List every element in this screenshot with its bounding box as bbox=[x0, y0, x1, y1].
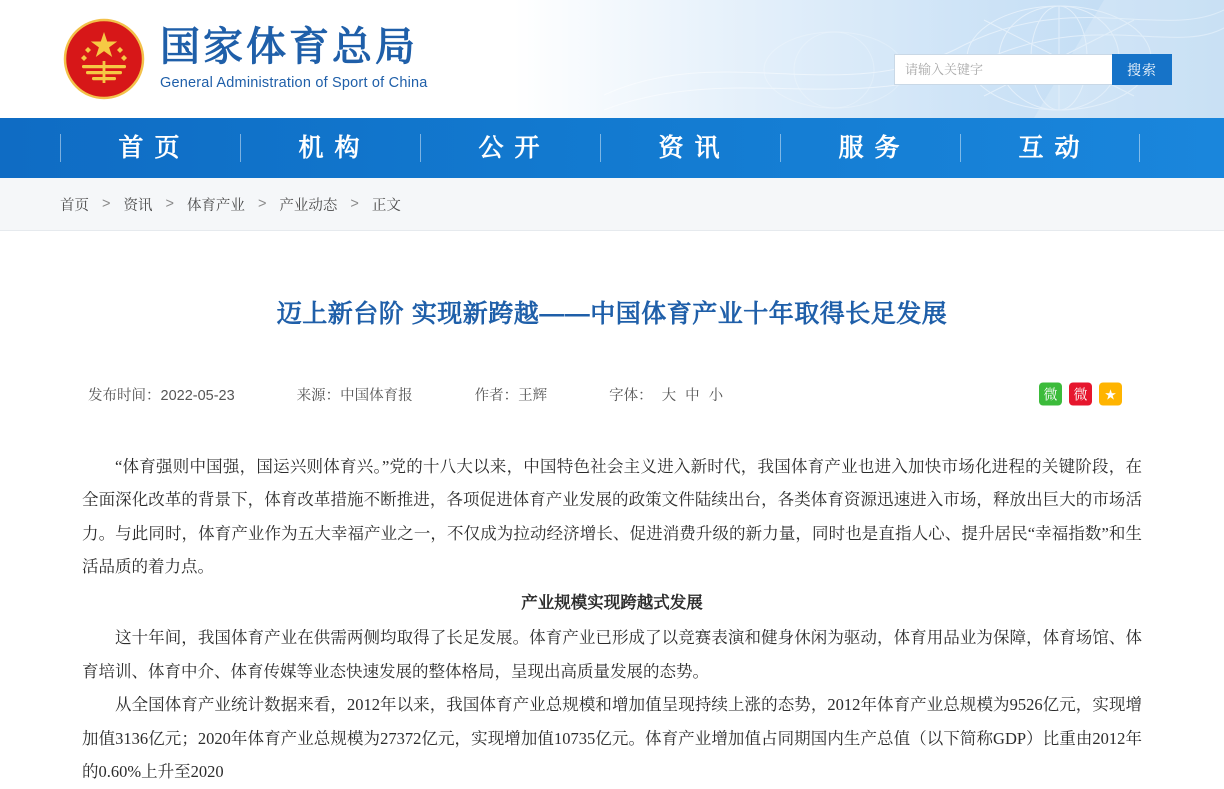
site-title-block bbox=[160, 27, 428, 91]
search-button[interactable]: 搜索 bbox=[1112, 54, 1172, 85]
author-label: 作者： bbox=[474, 387, 519, 404]
font-size-label: 字体： bbox=[609, 387, 653, 404]
search-box[interactable] bbox=[894, 54, 1172, 85]
source-label: 来源： bbox=[296, 387, 341, 404]
font-size-large-button[interactable]: 大 bbox=[661, 387, 677, 404]
font-size-small-button[interactable]: 小 bbox=[708, 387, 724, 404]
breadcrumb-item-current: 正文 bbox=[371, 197, 401, 214]
nav-item-org[interactable]: 机 构 bbox=[240, 118, 420, 178]
breadcrumb-separator-icon: > bbox=[165, 196, 174, 212]
article-paragraph: 从全国体育产业统计数据来看，2012年以来，我国体育产业总规模和增加值呈现持续上涨的态势，2012年体育产业总规模为9526亿元，实现增加值3136亿元；2020年体育产业总规模为27372亿元，实现增加值10735亿元。体育产业增加值占同期国内生产总值（以下简称GDP）比重由2012年的0.60%上升至2020 bbox=[82, 695, 1142, 782]
breadcrumb-item-home[interactable]: 首页 bbox=[60, 197, 89, 214]
source-value: 中国体育报 bbox=[340, 387, 413, 404]
site-name-en: General Administration of Sport of China bbox=[160, 75, 428, 92]
breadcrumb-item-sports-industry[interactable]: 体育产业 bbox=[186, 197, 245, 214]
main-navigation bbox=[0, 118, 1224, 178]
breadcrumb bbox=[0, 178, 1224, 231]
page-title: 迈上新台阶 实现新跨越——中国体育产业十年取得长足发展 bbox=[276, 300, 948, 328]
breadcrumb-separator-icon: > bbox=[102, 196, 111, 212]
font-size-medium-button[interactable]: 中 bbox=[685, 387, 700, 404]
breadcrumb-item-industry-news[interactable]: 产业动态 bbox=[279, 197, 338, 214]
breadcrumb-separator-icon: > bbox=[350, 196, 359, 212]
nav-item-news[interactable]: 资 讯 bbox=[600, 118, 780, 178]
breadcrumb-item-news[interactable]: 资讯 bbox=[123, 197, 153, 214]
article-author bbox=[475, 384, 548, 405]
search-input[interactable] bbox=[894, 54, 1112, 85]
article-container bbox=[82, 231, 1142, 789]
nav-item-service[interactable]: 服 务 bbox=[780, 118, 960, 178]
author-value: 王辉 bbox=[518, 387, 548, 404]
favorite-star-icon[interactable]: ★ bbox=[1099, 383, 1122, 406]
publish-time-value: 2022-05-23 bbox=[160, 387, 235, 404]
wechat-share-icon[interactable]: 微 bbox=[1039, 383, 1062, 406]
article-paragraph: 这十年间，我国体育产业在供需两侧均取得了长足发展。体育产业已形成了以竞赛表演和健身休闲为驱动，体育用品业为保障，体育场馆、体育培训、体育中介、体育传媒等业态快速发展的整体格局，呈现出高质量发展的态势。 bbox=[82, 628, 1142, 681]
article-subheading: 产业规模实现跨越式发展 bbox=[521, 592, 703, 612]
publish-time bbox=[88, 384, 235, 405]
breadcrumb-separator-icon: > bbox=[257, 196, 267, 212]
article-source bbox=[297, 384, 413, 405]
font-size-control bbox=[609, 384, 723, 405]
weibo-share-icon[interactable]: 微 bbox=[1069, 383, 1092, 406]
nav-item-open[interactable]: 公 开 bbox=[420, 118, 600, 178]
publish-time-label: 发布时间： bbox=[88, 387, 161, 404]
article-body bbox=[82, 450, 1142, 789]
site-header bbox=[0, 0, 1224, 118]
national-emblem-icon bbox=[62, 17, 146, 101]
article-meta bbox=[82, 372, 1142, 416]
site-logo[interactable] bbox=[62, 17, 428, 101]
share-buttons bbox=[1039, 383, 1122, 406]
nav-item-interact[interactable]: 互 动 bbox=[960, 118, 1140, 178]
nav-item-home[interactable]: 首 页 bbox=[60, 118, 240, 178]
article-paragraph: “体育强则中国强，国运兴则体育兴。”党的十八大以来，中国特色社会主义进入新时代，我国体育产业也进入加快市场化进程的关键阶段，在全面深化改革的背景下，体育改革措施不断推进，各项促进体育产业发展的政策文件陆续出台，各类体育资源迅速进入市场，释放出巨大的市场活力。与此同时，体育产业作为五大幸福产业之一，不仅成为拉动经济增长、促进消费升级的新力量，同时也是直指人心、提升居民“幸福指数”和生活品质的着力点。 bbox=[82, 457, 1142, 577]
site-name-cn: 国家体育总局 bbox=[160, 25, 418, 70]
